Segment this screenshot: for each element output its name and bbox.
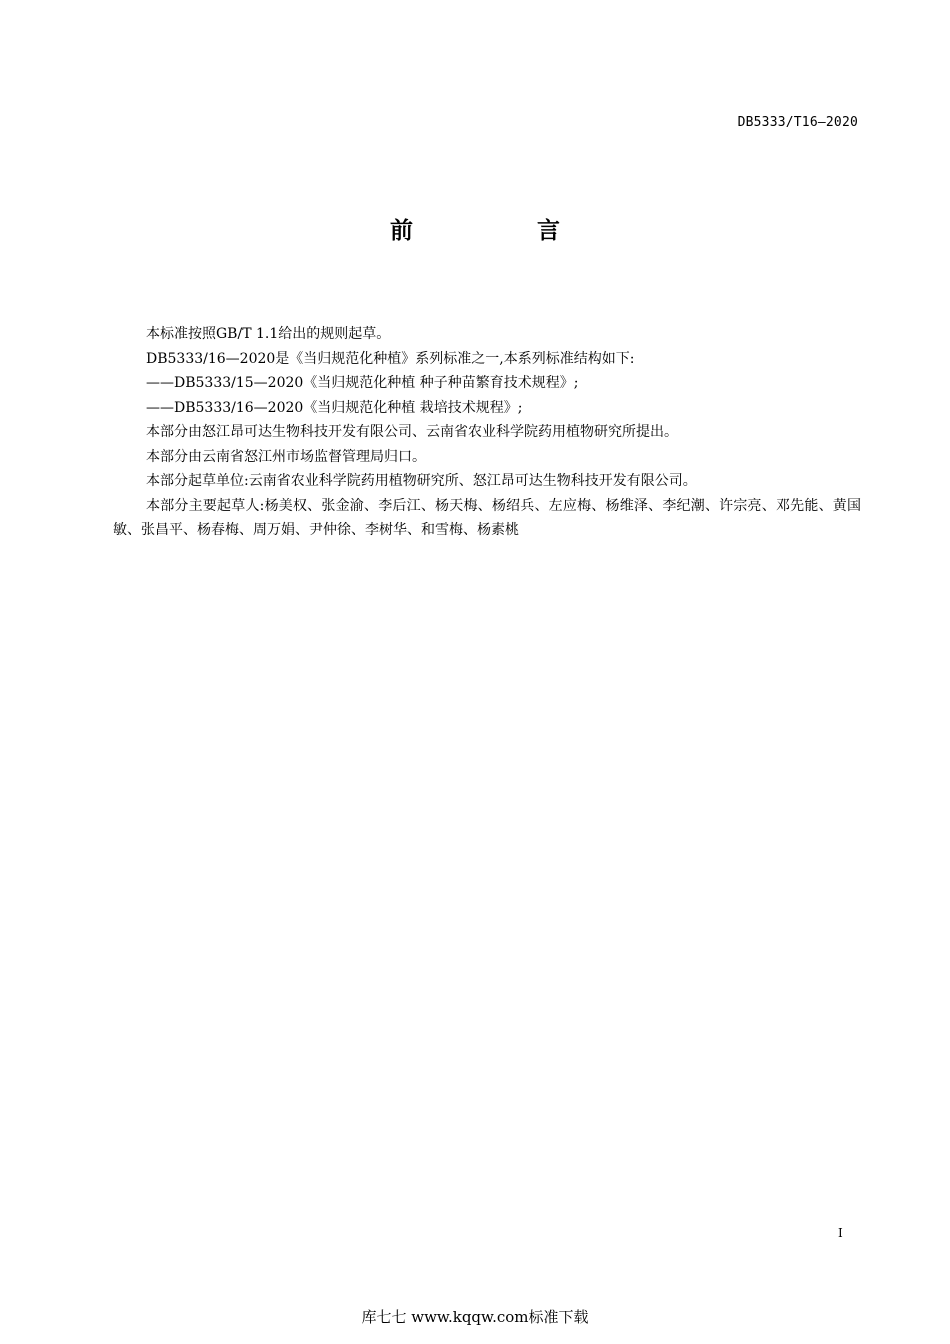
paragraph-drafters: 本部分主要起草人:杨美权、张金渝、李后江、杨天梅、杨绍兵、左应梅、杨维泽、李纪潮、许宗亮、邓先能、黄国敏、张昌平、杨春梅、周万娟、尹仲徐、李树华、和雪梅、杨素桃 (113, 497, 861, 538)
paragraph-drafting-rules: 本标准按照GB/T 1.1给出的规则起草。 (146, 326, 391, 342)
foreword-body (113, 322, 861, 543)
paragraph-drafting-units: 本部分起草单位:云南省农业科学院药用植物研究所、怒江昂可达生物科技开发有限公司。 (146, 473, 697, 489)
page-number: I (838, 1226, 843, 1240)
document-code: DB5333/T16—2020 (737, 115, 858, 130)
paragraph-series-part-16: ——DB5333/16—2020《当归规范化种植 栽培技术规程》; (146, 399, 523, 416)
paragraph-series-intro: DB5333/16—2020是《当归规范化种植》系列标准之一,本系列标准结构如下: (146, 350, 635, 367)
paragraph-series-part-15: ——DB5333/15—2020《当归规范化种植 种子种苗繁育技术规程》; (146, 375, 579, 391)
footer-watermark: 库七七 www.kqqw.com标准下载 (361, 1308, 589, 1326)
paragraph-proposed-by: 本部分由怒江昂可达生物科技开发有限公司、云南省农业科学院药用植物研究所提出。 (146, 424, 678, 440)
paragraph-administered-by: 本部分由云南省怒江州市场监督管理局归口。 (146, 448, 426, 465)
page-title: 前 言 (389, 218, 618, 244)
